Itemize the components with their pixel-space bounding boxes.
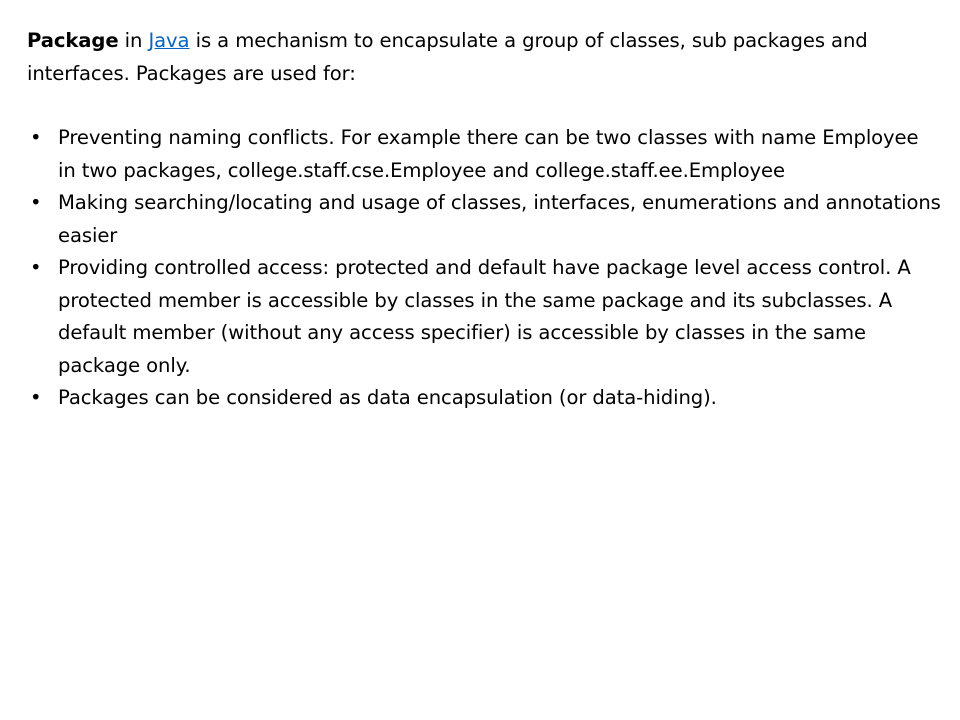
intro-paragraph (27, 25, 942, 90)
package-term: Package (27, 29, 119, 52)
list-item (27, 382, 942, 415)
java-link[interactable]: Java (148, 29, 190, 52)
text-body (27, 25, 942, 415)
bullet-icon: • (30, 256, 42, 279)
bullet-text: Providing controlled access: protected and default have package level access control. A protected member is accessible by classes in the same package and its subclasses. A default member (without any access specifier) is accessible by classes in the same package only. (58, 256, 911, 377)
bullet-text: Packages can be considered as data encapsulation (or data-hiding). (58, 386, 717, 409)
bullet-icon: • (30, 191, 42, 214)
intro-text-before-link: in (118, 29, 149, 52)
list-item (27, 122, 942, 187)
bullet-icon: • (30, 126, 42, 149)
bullet-icon: • (30, 386, 42, 409)
list-item (27, 252, 942, 382)
intro-text-after-link: is a mechanism to encapsulate a group of classes, sub packages and interfaces. Packages are used for: (27, 29, 868, 85)
bullet-text: Making searching/locating and usage of classes, interfaces, enumerations and annotations easier (58, 191, 941, 247)
bullet-text: Preventing naming conflicts. For example there can be two classes with name Employee in two packages, college.staff.cse.Employee and college.staff.ee.Employee (58, 126, 919, 182)
bullet-list (27, 122, 942, 415)
list-item (27, 187, 942, 252)
